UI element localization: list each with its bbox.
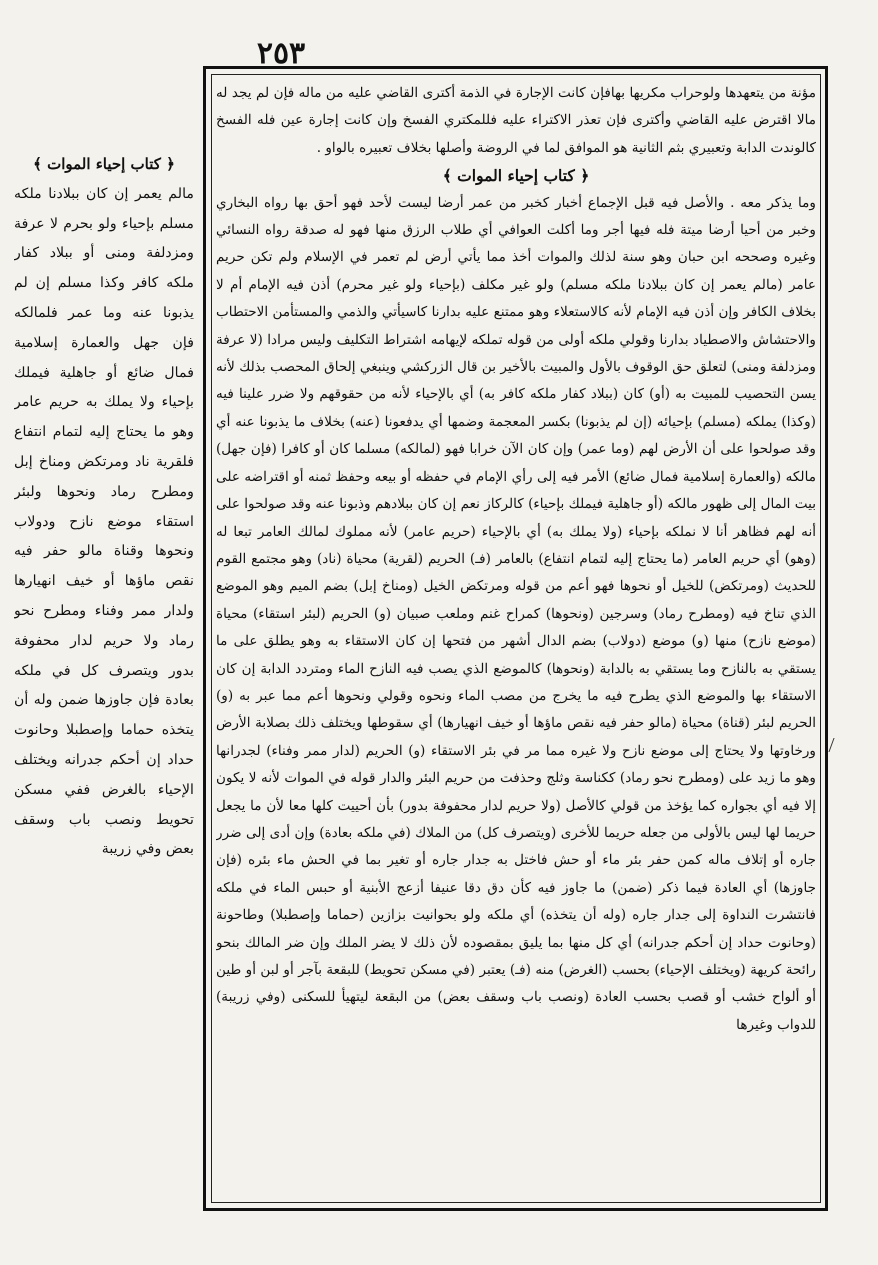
main-body-paragraph: وما يذكر معه . والأصل فيه قبل الإجماع أخبار كخبر من عمر أرضا ليست لأحد فهو أحق بها رواه البخاري وخبر من أحيا أرضا ميتة فله فيها أجر وما أكلت العوافي أي طلاب الرزق منها فهو له صدقة رواه النسائي وغيره وصححه ابن حبان وهو سنة لذلك والموات أخذ مما يأتي أرض لم تعمر في الإسلام ولم تكن حريم عامر (مالم يعمر إن كان ببلادنا ملكه مسلم) ولو غير مكلف (بإحياء ولو غير محرم) أذن فيه الإمام أم لا بخلاف الكافر وإن أذن فيه الإمام لأنه كالاستعلاء وهو ممتنع عليه بدارنا كاسيأتي والذمي والمستأمن الاحتطاب والاحتشاش والاصطياد بدارنا وقولي ملكه أولى من قوله تملكه لإيهامه اشتراط التكليف وليس مرادا (لا عرفة ومزدلفة ومنى) لتعلق حق الوقوف بالأول والمبيت بالأخير بن قال الزركشي وينبغي إلحاق المحصب بذلك لأنه يسن التحصيب للمبيت به (أو) كان (ببلاد كفار ملكه كافر به) أي بالإحياء لأنه من حقوقهم ولا ضرر علينا فيه (وكذا) يملكه (مسلم) بإحيائه (إن لم يذبونا) بكسر المعجمة وضمها أي يدفعونا (عنه) بخلاف ما يذبونا عنه أي وقد صولحوا على أن الأرض لهم (وما عمر) وإن كان الآن خرابا فهو (لمالكه) مسلما كان أو كافرا (فإن جهل) مالكه (والعمارة إسلامية فمال ضائع) الأمر فيه إلى رأي الإمام في حفظه أو بيعه وحفظ ثمنه أو اقتراضه على بيت المال إلى ظهور مالكه (أو جاهلية فيملك بإحياء) كالركاز نعم إن كان ببلادهم وذبونا عنه وقد صولحوا على أنه لهم فظاهر أنا لا نملكه بإحياء (ولا يملك به) أي بالإحياء (حريم عامر) لأنه مملوك لمالك العامر تبعا له (وهو) أي حريم العامر (ما يحتاج إليه لتمام انتفاع) بالعامر (فـ) الحريم (لقرية) محياة (ناد) وهو مجتمع القوم للحديث (ومرتكض) للخيل أو نحوها فهو أعم من قوله ومرتكض الخيل (ومناخ إبل) بضم الميم وهو الموضع الذي تناخ فيه (ومطرح رماد) وسرجين (ونحوها) كمراح غنم وملعب صبيان (و) الحريم (لبئر استقاء) محياة (موضع نازح) منها (و) موضع (دولاب) بضم الدال أشهر من فتحها إن كان الاستقاء به وهو يطلق على ما يستقي به بالنازح وما يستقي به بالدابة (ونحوها) كالموضع الذي يصب فيه النازح الماء ومتردد الدابة إن كان الاستقاء بها والموضع الذي يطرح فيه ما يخرج من مصب الماء ونحوه وقولي ونحوها أعم مما عبر به (و) الحريم لبئر (قناة) محياة (مالو حفر فيه نقص ماؤها أو خيف انهيارها) أي سقوطها ويختلف ذلك بصلابة الأرض ورخاوتها ولا يحتاج إلى موضع نازح ولا غيره مما مر في بئر الاستقاء (و) الحريم (لدار ممر وفناء) لجدرانها وهو ما زيد على (ومطرح نحو رماد) ككناسة وثلج وحذفت من حريم البئر والدار قوله في الموات لأنه لا يكون إلا فيه أي بجواره كما يؤخذ من قولي كالأصل (ولا حريم لدار محفوفة بدور) بأن أحييت كلها معا لأن ما يجعل حريما لها ليس بالأولى من جعله حريما للأخرى (ويتصرف كل) من الملاك (في ملكه بعادة) وإن أدى إلى ضرر جاره أو إتلاف ماله كمن حفر بئر ماء أو حش فاختل به جدار جاره أو تغير بما في الحش ماء بئره (فإن جاوزها) أي العادة فيما ذكر (ضمن) ما جاوز فيه كأن دق دقا عنيفا أزعج الأبنية أو حبس الماء في ملكه فانتشرت النداوة إلى جدار جاره (وله أن يتخذه) أي ملكه ولو بحوانيت بزازين (حماما وإصطبلا) وطاحونة (وحانوت حداد إن أحكم جدرانه) أي كل منها بما يليق بمقصوده لأن ذلك لا يضر الملك وإن ضر المالك بنحو رائحة كريهة (ويختلف الإحياء) بحسب (الغرض) منه (فـ) يعتبر (في مسكن تحويط) للبقعة بآجر أو لبن أو طين أو ألواح خشب أو قصب بحسب العادة (ونصب باب وسقف بعض) من البقعة ليتهيأ للسكنى (وفي زريبة) للدواب وغيرها xyxy=(216,194,816,1033)
page-number: ٢٥٣ xyxy=(256,36,306,71)
main-chapter-heading: ﴿ كتاب إحياء الموات ﴾ xyxy=(442,166,590,186)
margin-text: مالم يعمر إن كان ببلادنا ملكه مسلم بإحياء ولو بحرم لا عرفة ومزدلفة ومنى أو ببلاد كفار ملكه كافر وكذا مسلم إن لم يذبونا عنه وما عمر فلمالكه فإن جهل والعمارة إسلامية فمال ضائع أو جاهلية فيملك بإحياء ولا يملك به حريم عامر وهو ما يحتاج إليه لتمام انتفاع فلقرية ناد ومرتكض ومناخ إبل ومطرح رماد ونحوها ولبئر استقاء موضع نازح ودولاب ونحوها وقناة مالو حفر فيه نقص ماؤها أو خيف انهيارها ولدار ممر وفناء ومطرح نحو رماد ولا حريم لدار محفوفة بدور ويتصرف كل في ملكه بعادة فإن جاوزها ضمن وله أن يتخذه حماما وإصطبلا وحانوت حداد إن أحكم جدرانه ويختلف الإحياء بالغرض ففي مسكن تحويط ونصب باب وسقف بعض وفي زريبة xyxy=(14,185,194,858)
main-intro-paragraph: مؤنة من يتعهدها ولوحراب مكريها بهافإن كانت الإجارة في الذمة أكترى القاضي عليه من ماله فإن لم يجد له مالا اقترض عليه القاضي وأكترى فإن تعذر الاكتراء عليه فللمكتري الفسخ وإن كانت إجارة عين فله الفسخ كالوندت الدابة وتعبيري بثم الثانية هو الموافق لما في الروضة وأصلها بخلاف تعبيره بالواو . xyxy=(216,85,816,156)
main-commentary-text xyxy=(216,80,816,1200)
margin-matn-column xyxy=(14,150,194,1130)
margin-heading: ﴿ كتاب إحياء الموات ﴾ xyxy=(33,155,175,173)
margin-tick-mark xyxy=(828,738,840,752)
